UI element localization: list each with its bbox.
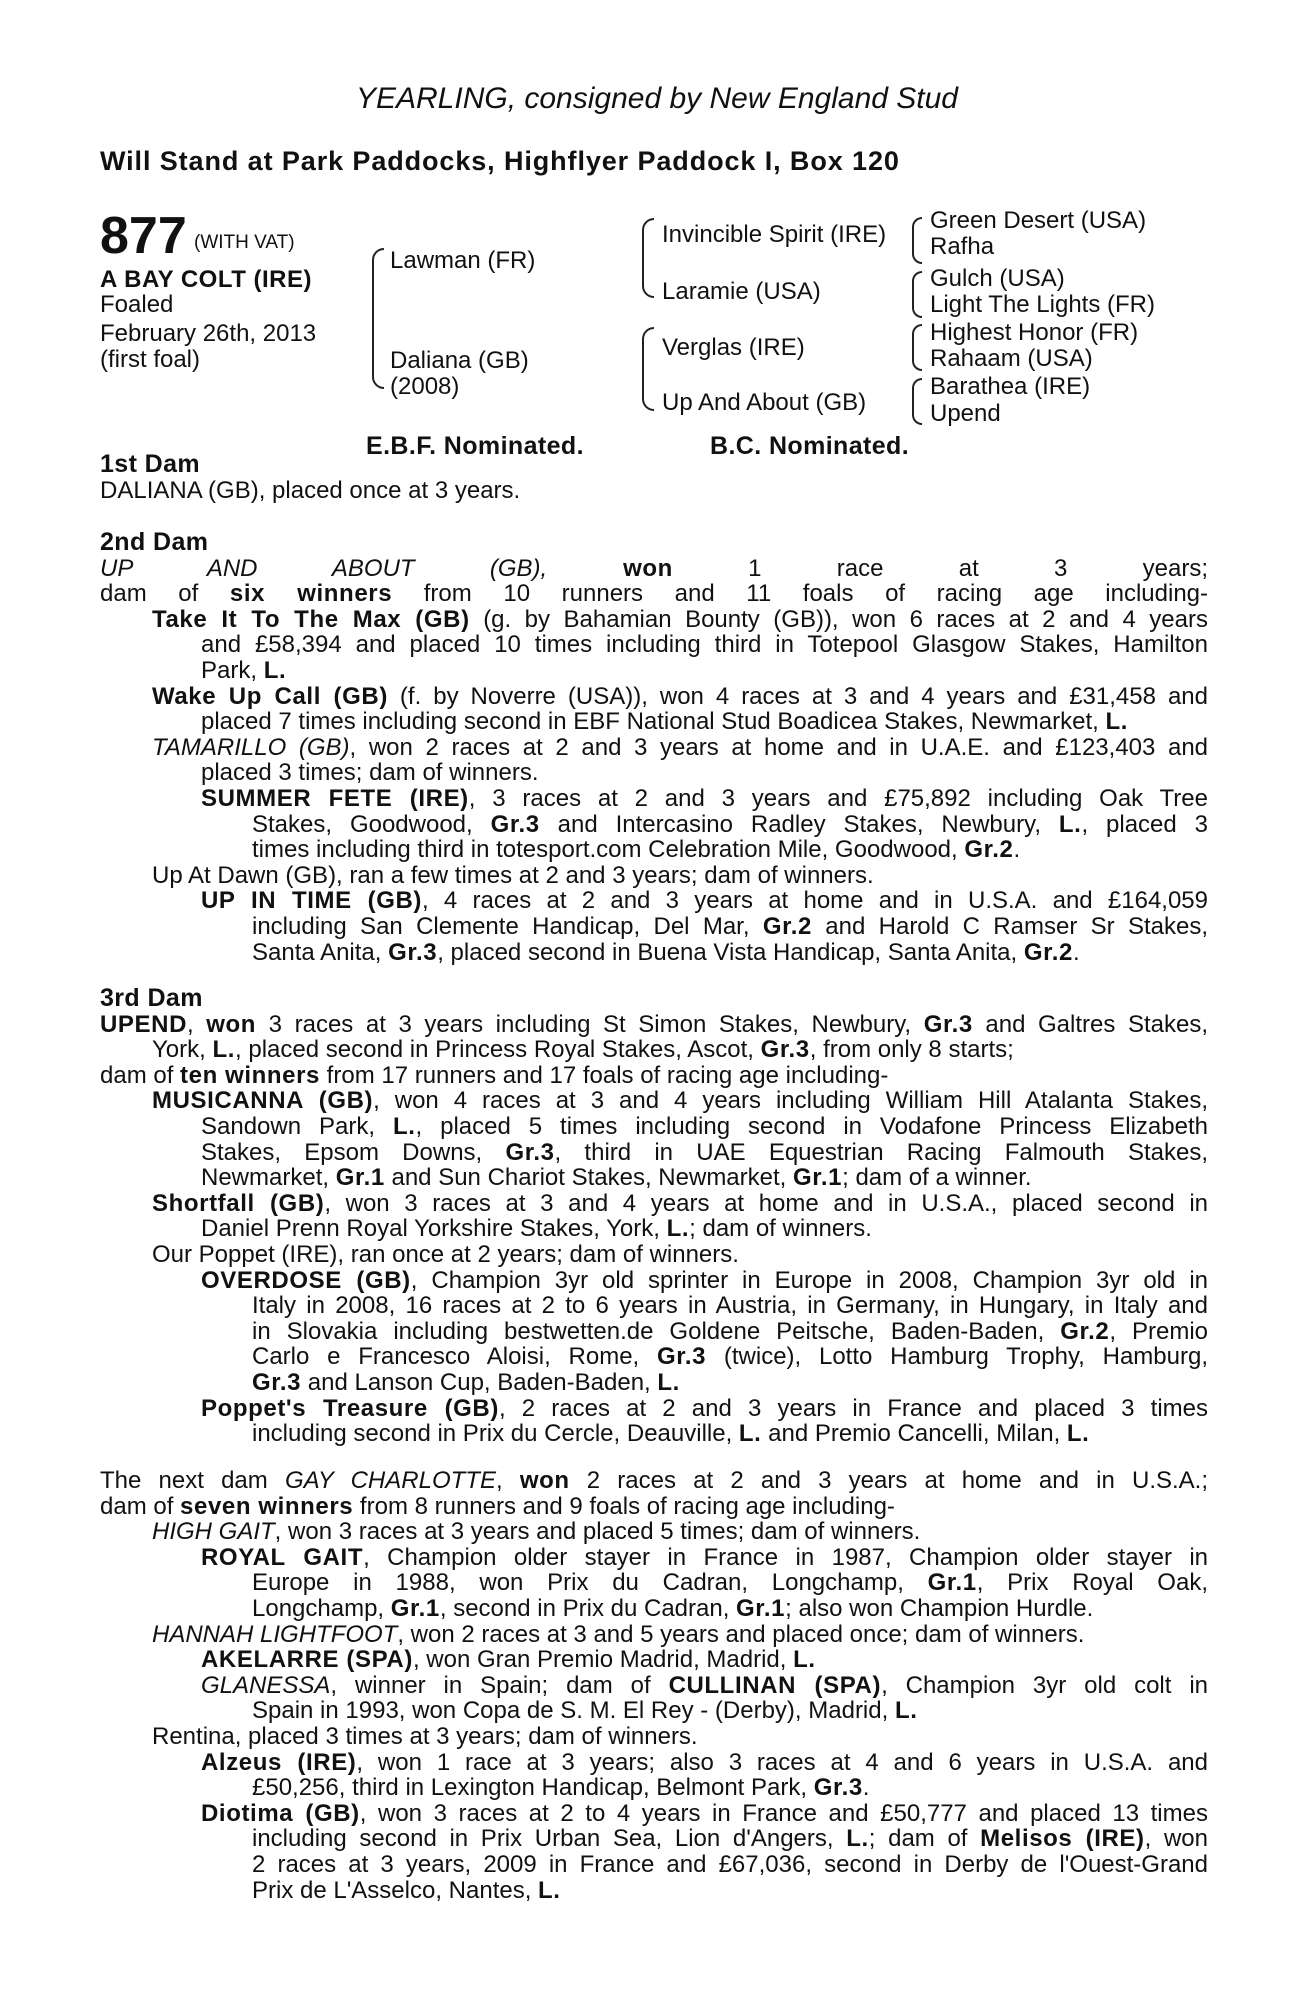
section-heading: 3rd Dam bbox=[100, 984, 203, 1012]
section-heading: 2nd Dam bbox=[100, 528, 209, 556]
produce-record: Up At Dawn (GB), ran a few times at 2 and 3 years; dam of winners. bbox=[152, 861, 874, 889]
produce-record: Europe in 1988, won Prix du Cadran, Longchamp, Gr.1, Prix Royal Oak, bbox=[252, 1569, 1208, 1597]
produce-record: HANNAH LIGHTFOOT, won 2 races at 3 and 5 years and placed once; dam of winners. bbox=[152, 1620, 1085, 1648]
ancestor: Highest Honor (FR) bbox=[930, 319, 1139, 346]
produce-record: Poppet's Treasure (GB), 2 races at 2 and 3 years in France and placed 3 times bbox=[201, 1394, 1208, 1422]
produce-record: Carlo e Francesco Aloisi, Rome, Gr.3 (twice), Lotto Hamburg Trophy, Hamburg, bbox=[252, 1343, 1209, 1371]
dam-record: UP AND ABOUT (GB), won 1 race at 3 years; bbox=[100, 554, 1208, 582]
dam-record: The next dam GAY CHARLOTTE, won 2 races at 2 and 3 years at home and in U.S.A.; bbox=[100, 1467, 1209, 1494]
produce-record: and £58,394 and placed 10 times including third in Totepool Glasgow Stakes, Hamilton bbox=[201, 631, 1208, 659]
produce-summary: dam of ten winners from 17 runners and 17 foals of racing age including- bbox=[100, 1061, 889, 1089]
dam: Daliana (GB) bbox=[390, 347, 529, 374]
dam-dam: Up And About (GB) bbox=[662, 389, 867, 416]
pedigree-brace bbox=[372, 248, 384, 389]
second-dam-section bbox=[100, 530, 1208, 965]
produce-record: Stakes, Goodwood, Gr.3 and Intercasino Radley Stakes, Newbury, L., placed 3 bbox=[252, 810, 1208, 838]
produce-record: placed 3 times; dam of winners. bbox=[201, 759, 539, 787]
dam-record: York, L., placed second in Princess Royal Stakes, Ascot, Gr.3, from only 8 starts; bbox=[152, 1036, 1014, 1064]
produce-record: Longchamp, Gr.1, second in Prix du Cadran, Gr.1; also won Champion Hurdle. bbox=[252, 1594, 1094, 1622]
produce-record: Gr.3 and Lanson Cup, Baden-Baden, L. bbox=[252, 1368, 680, 1396]
produce-record: including second in Prix Urban Sea, Lion d'Angers, L.; dam of Melisos (IRE), won bbox=[252, 1825, 1209, 1853]
ebf-nomination: E.B.F. Nominated. bbox=[366, 432, 584, 460]
pedigree-brace bbox=[912, 271, 922, 318]
pedigree-brace bbox=[912, 217, 922, 264]
vat-note: (WITH VAT) bbox=[194, 232, 295, 253]
produce-record: Italy in 2008, 16 races at 2 to 6 years in Austria, in Germany, in Hungary, in Italy and bbox=[252, 1292, 1208, 1320]
produce-record: 2 races at 3 years, 2009 in France and £67,036, second in Derby de l'Ouest-Grand bbox=[252, 1850, 1208, 1878]
sire-dam: Laramie (USA) bbox=[662, 278, 821, 305]
ancestor: Gulch (USA) bbox=[930, 265, 1065, 292]
produce-record: Our Poppet (IRE), ran once at 2 years; dam of winners. bbox=[152, 1240, 739, 1268]
produce-record: Shortfall (GB), won 3 races at 3 and 4 years at home and in U.S.A., placed second in bbox=[152, 1189, 1208, 1217]
produce-record: SUMMER FETE (IRE), 3 races at 2 and 3 years and £75,892 including Oak Tree bbox=[201, 784, 1208, 812]
produce-summary: dam of seven winners from 8 runners and 9 foals of racing age including- bbox=[100, 1492, 895, 1520]
first-foal-note: (first foal) bbox=[100, 346, 201, 373]
catalogue-heading: YEARLING, consigned by New England Stud bbox=[355, 82, 958, 115]
pedigree-brace bbox=[912, 378, 922, 425]
lot-name: A BAY COLT (IRE) bbox=[100, 266, 313, 293]
ancestor: Light The Lights (FR) bbox=[930, 291, 1155, 318]
produce-record: ROYAL GAIT, Champion older stayer in France in 1987, Champion older stayer in bbox=[201, 1543, 1208, 1571]
ancestor: Upend bbox=[930, 400, 1001, 427]
sire: Lawman (FR) bbox=[390, 247, 536, 274]
bc-nomination: B.C. Nominated. bbox=[710, 432, 910, 460]
produce-record: MUSICANNA (GB), won 4 races at 3 and 4 years including William Hill Atalanta Stakes, bbox=[152, 1087, 1208, 1115]
produce-record: in Slovakia including bestwetten.de Goldene Peitsche, Baden-Baden, Gr.2, Premio bbox=[252, 1317, 1208, 1345]
produce-record: Stakes, Epsom Downs, Gr.3, third in UAE Equestrian Racing Falmouth Stakes, bbox=[201, 1138, 1209, 1166]
foaled-date: February 26th, 2013 bbox=[100, 320, 317, 347]
produce-record: Spain in 1993, won Copa de S. M. El Rey - (Derby), Madrid, L. bbox=[252, 1697, 918, 1725]
produce-record: times including third in totesport.com Celebration Mile, Goodwood, Gr.2. bbox=[252, 836, 1021, 864]
next-dam-section bbox=[100, 1468, 1208, 1903]
ancestor: Green Desert (USA) bbox=[930, 207, 1147, 234]
produce-record: Santa Anita, Gr.3, placed second in Buena Vista Handicap, Santa Anita, Gr.2. bbox=[252, 938, 1080, 966]
produce-record: TAMARILLO (GB), won 2 races at 2 and 3 years at home and in U.A.E. and £123,403 and bbox=[152, 733, 1209, 761]
produce-record: £50,256, third in Lexington Handicap, Belmont Park, Gr.3. bbox=[252, 1774, 870, 1802]
produce-record: Alzeus (IRE), won 1 race at 3 years; also 3 races at 4 and 6 years in U.S.A. and bbox=[201, 1748, 1208, 1776]
produce-record: GLANESSA, winner in Spain; dam of CULLINAN (SPA), Champion 3yr old colt in bbox=[201, 1671, 1208, 1699]
foaled-label: Foaled bbox=[100, 291, 174, 318]
produce-record: OVERDOSE (GB), Champion 3yr old sprinter in Europe in 2008, Champion 3yr old in bbox=[201, 1266, 1208, 1294]
produce-record: Prix de L'Asselco, Nantes, L. bbox=[252, 1876, 561, 1904]
produce-record: Newmarket, Gr.1 and Sun Chariot Stakes, Newmarket, Gr.1; dam of a winner. bbox=[201, 1164, 1032, 1192]
produce-record: Rentina, placed 3 times at 3 years; dam of winners. bbox=[152, 1722, 698, 1750]
section-heading: 1st Dam bbox=[100, 450, 201, 478]
produce-summary: dam of six winners from 10 runners and 11 foals of racing age including- bbox=[100, 580, 1209, 608]
produce-record: placed 7 times including second in EBF National Stud Boadicea Stakes, Newmarket, L. bbox=[201, 708, 1129, 736]
pedigree-brace bbox=[912, 324, 922, 371]
ancestor: Rahaam (USA) bbox=[930, 345, 1093, 372]
sire-sire: Invincible Spirit (IRE) bbox=[662, 221, 887, 248]
produce-record: Park, L. bbox=[201, 656, 287, 684]
produce-record: Diotima (GB), won 3 races at 2 to 4 years in France and £50,777 and placed 13 times bbox=[201, 1799, 1208, 1827]
ancestor: Barathea (IRE) bbox=[930, 373, 1091, 400]
ancestor: Rafha bbox=[930, 233, 995, 260]
produce-record: UP IN TIME (GB), 4 races at 2 and 3 years at home and in U.S.A. and £164,059 bbox=[201, 887, 1209, 915]
produce-record: Sandown Park, L., placed 5 times including second in Vodafone Princess Elizabeth bbox=[201, 1112, 1208, 1140]
dam-record: UPEND, won 3 races at 3 years including St Simon Stakes, Newbury, Gr.3 and Galtres Stakes, bbox=[100, 1010, 1208, 1038]
stand-location: Will Stand at Park Paddocks, Highflyer Paddock I, Box 120 bbox=[100, 146, 900, 176]
first-dam-section bbox=[100, 452, 1208, 503]
dam-sire: Verglas (IRE) bbox=[662, 334, 805, 361]
produce-record: Wake Up Call (GB) (f. by Noverre (USA)), won 4 races at 3 and 4 years and £31,458 and bbox=[152, 682, 1208, 710]
dam-record: DALIANA (GB), placed once at 3 years. bbox=[100, 476, 521, 504]
produce-record: HIGH GAIT, won 3 races at 3 years and placed 5 times; dam of winners. bbox=[152, 1518, 921, 1546]
produce-record: AKELARRE (SPA), won Gran Premio Madrid, Madrid, L. bbox=[201, 1646, 816, 1674]
dam-year: (2008) bbox=[390, 373, 460, 400]
produce-record: including second in Prix du Cercle, Deauville, L. and Premio Cancelli, Milan, L. bbox=[252, 1420, 1090, 1448]
third-dam-section bbox=[100, 986, 1208, 1447]
produce-record: Take It To The Max (GB) (g. by Bahamian Bounty (GB)), won 6 races at 2 and 4 years bbox=[152, 605, 1208, 633]
pedigree-brace bbox=[642, 327, 654, 411]
lot-number: 877 bbox=[100, 207, 187, 265]
produce-record: Daniel Prenn Royal Yorkshire Stakes, York, L.; dam of winners. bbox=[201, 1215, 872, 1243]
produce-record: including San Clemente Handicap, Del Mar, Gr.2 and Harold C Ramser Sr Stakes, bbox=[252, 912, 1208, 940]
pedigree-brace bbox=[642, 218, 654, 298]
